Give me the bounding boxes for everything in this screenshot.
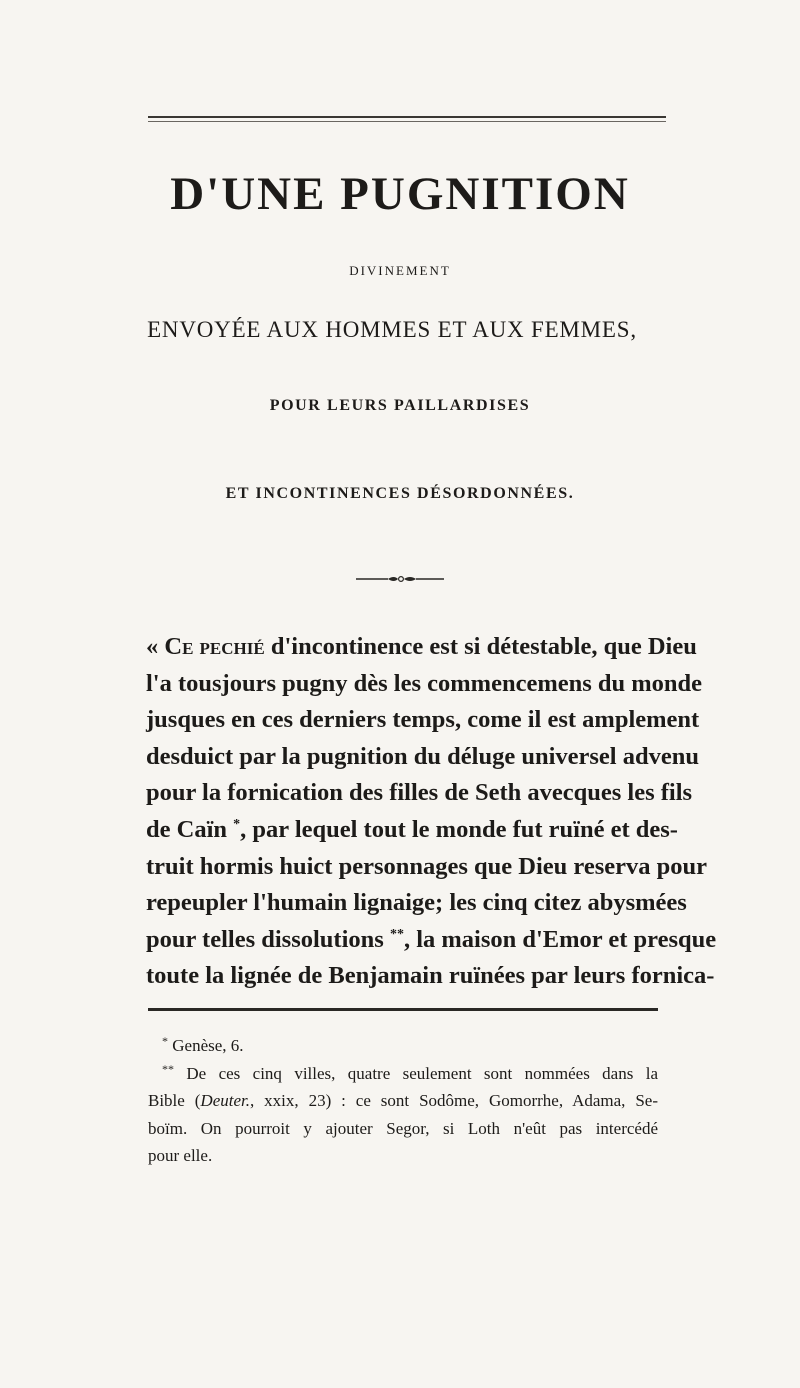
page-title: D'UNE PUGNITION xyxy=(170,168,630,220)
header-rule xyxy=(148,116,666,118)
body-line-1: « Ce pechié d'incontinence est si détestable, que Dieu xyxy=(146,633,697,660)
footnote-2-line-1: ** De ces cinq villes, quatre seulement sont nommées dans la xyxy=(162,1061,658,1083)
footnote-2-mark: ** xyxy=(162,1061,174,1076)
footnote-italic-ref: Deuter. xyxy=(200,1091,250,1110)
footnote-2-line-3: boïm. On pourroit y ajouter Segor, si Loth n'eût pas intercédé xyxy=(148,1118,658,1138)
opening-small-caps: Ce pechié xyxy=(164,633,265,660)
footnote-1: * Genèse, 6. xyxy=(162,1034,244,1055)
body-line-9: pour telles dissolutions **, la maison d'Emor et presque xyxy=(146,925,717,953)
footnotes xyxy=(148,1032,658,1170)
ornament-divider xyxy=(352,573,448,585)
body-line-6: de Caïn *, par lequel tout le monde fut ruïné et des- xyxy=(146,815,678,843)
subtitle-envoyee: ENVOYÉE AUX HOMMES ET AUX FEMMES, xyxy=(147,317,637,342)
body-line-8: repeupler l'humain lignaige; les cinq citez abysmées xyxy=(146,889,687,917)
footnote-2-line-4: pour elle. xyxy=(148,1146,213,1165)
body-line-2: l'a tousjours pugny dès les commencemens du monde xyxy=(146,669,703,697)
body-line-5: pour la fornication des filles de Seth avecques les fils xyxy=(146,779,693,807)
body-line-4: desduict par la pugnition du déluge universel advenu xyxy=(146,742,699,770)
header-rule-thin xyxy=(148,121,666,122)
subtitle-paillardises: POUR LEURS PAILLARDISES xyxy=(269,397,531,414)
footnote-ref-2: ** xyxy=(389,926,404,942)
body-paragraph xyxy=(146,629,717,995)
subtitle-incontinences: ET INCONTINENCES DÉSORDONNÉES. xyxy=(225,485,575,502)
footnote-rule xyxy=(148,1008,658,1011)
body-line-7: truit hormis huict personnages que Dieu reserva pour xyxy=(146,852,707,880)
subtitle-divinement: DIVINEMENT xyxy=(349,263,451,278)
body-line-3: jusques en ces derniers temps, come il est amplement xyxy=(146,706,700,734)
body-line-10: toute la lignée de Benjamain ruïnées par leurs fornica- xyxy=(146,962,715,990)
footnote-ref-1: * xyxy=(233,816,241,832)
footnote-1-mark: * xyxy=(162,1034,168,1048)
footnote-2-line-2: Bible (Deuter., xxix, 23) : ce sont Sodôme, Gomorrhe, Adama, Se- xyxy=(148,1091,658,1110)
